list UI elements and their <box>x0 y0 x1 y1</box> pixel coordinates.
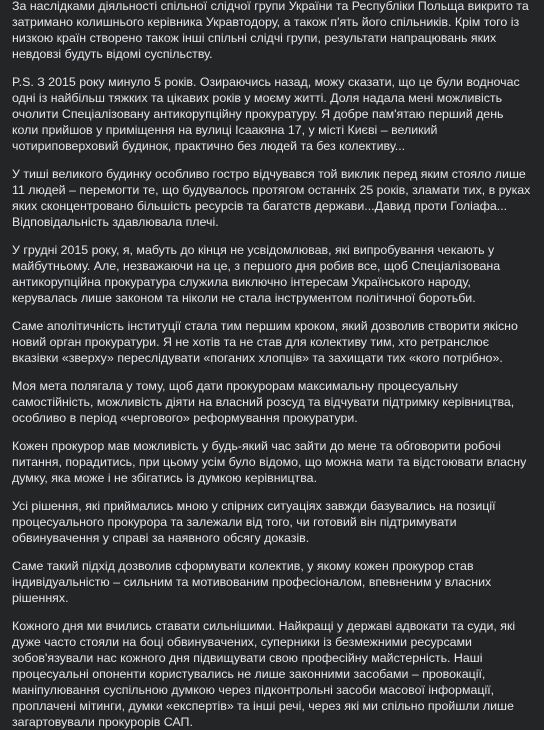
post-paragraph: Саме такий підхід дозволив сформувати колектив, у якому кожен прокурор став індивідуальністю – сильним та мотивованим професіоналом, впевненим у власних рішеннях. <box>12 559 492 605</box>
post-paragraph: Усі рішення, які приймались мною у спірних ситуаціях завжди базувались на позиції процесуального прокурора та залежали від того, чи готовий він підтримувати обвинувачення у справі за наявного обсягу доказів. <box>12 499 496 545</box>
post-paragraph: У тиші великого будинку особливо гостро відчувався той виклик перед яким стояло лише 11 людей – перемогти те, що будувалось протягом останніх 25 років, зламати тих, в руках яких сконцентровано більшість ресурсів та багатств держави...Давид проти Голіафа... Відповідальність здавлювала плечі. <box>12 167 531 229</box>
post-paragraph: Саме аполітичність інституції стала тим першим кроком, який дозволив створити якісно новий орган прокуратури. Я не хотів та не став для колективу тим, хто ретранслює вказівки «зверху» переслідувати «поганих хлопців» та захищати тих «кого потрібно». <box>12 319 518 365</box>
post-paragraph: Кожного дня ми вчились ставати сильнішими. Найкращі у державі адвокати та суди, які дуже часто стояли на боці обвинувачених, суперники із безмежними ресурсами зобов'язували нас кожного дня підвищувати свою професійну майстерність. Наші процесуальні опоненти користувались не лише законними засобами – провокації, маніпулювання суспільною думкою через підконтрольні засоби масової інформації, проплачені мітинги, думки «експертів» та інші речі, через які ми спільно пройшли лише загартовували прокурорів САП. <box>12 619 516 729</box>
post-paragraph: Моя мета полягала у тому, щоб дати прокурорам максимальну процесуальну самостійність, можливість діяти на власний розсуд та відчувати підтримку керівництва, особливо в період «чергового» реформування прокуратури. <box>12 379 515 425</box>
post-paragraph: Кожен прокурор мав можливість у будь-який час зайти до мене та обговорити робочі питання, порадитись, при цьому усім було відомо, що можна мати та відстоювати власну думку, яка може і не збігатись із думкою керівництва. <box>12 439 527 485</box>
post-paragraph: У грудні 2015 року, я, мабуть до кінця не усвідомлював, які випробування чекають у майбутньому. Але, незважаючи на це, з першого дня робив все, щоб Спеціалізована антикорупційна прокуратура служила виключно інтересам Українського народу, керувалась лише законом та ніколи не стала інструментом політичної боротьби. <box>12 243 501 305</box>
post-paragraph: P.S. З 2015 року минуло 5 років. Озираючись назад, можу сказати, що це були водночас одні із найбільш тяжких та цікавих років у моєму житті. Доля надала мені можливість очолити Спеціалізовану антикорупційну прокуратуру. Я добре пам'ятаю перший день коли прийшов у приміщення на вулиці Ісаакяна 17, у місті Києві – великий чотириповерховий будинок, практично без людей та без колективу... <box>12 75 520 153</box>
post-text <box>12 0 532 730</box>
post-paragraph: За наслідками діяльності спільної слідчої групи України та Республіки Польща викрито та затримано колишнього керівника Укравтодору, а також п'ять його спільників. Крім того із низкою країн створено також інші спільні слідчі групи, результати напрацювань яких невдовзі будуть відомі суспільству. <box>12 0 529 61</box>
